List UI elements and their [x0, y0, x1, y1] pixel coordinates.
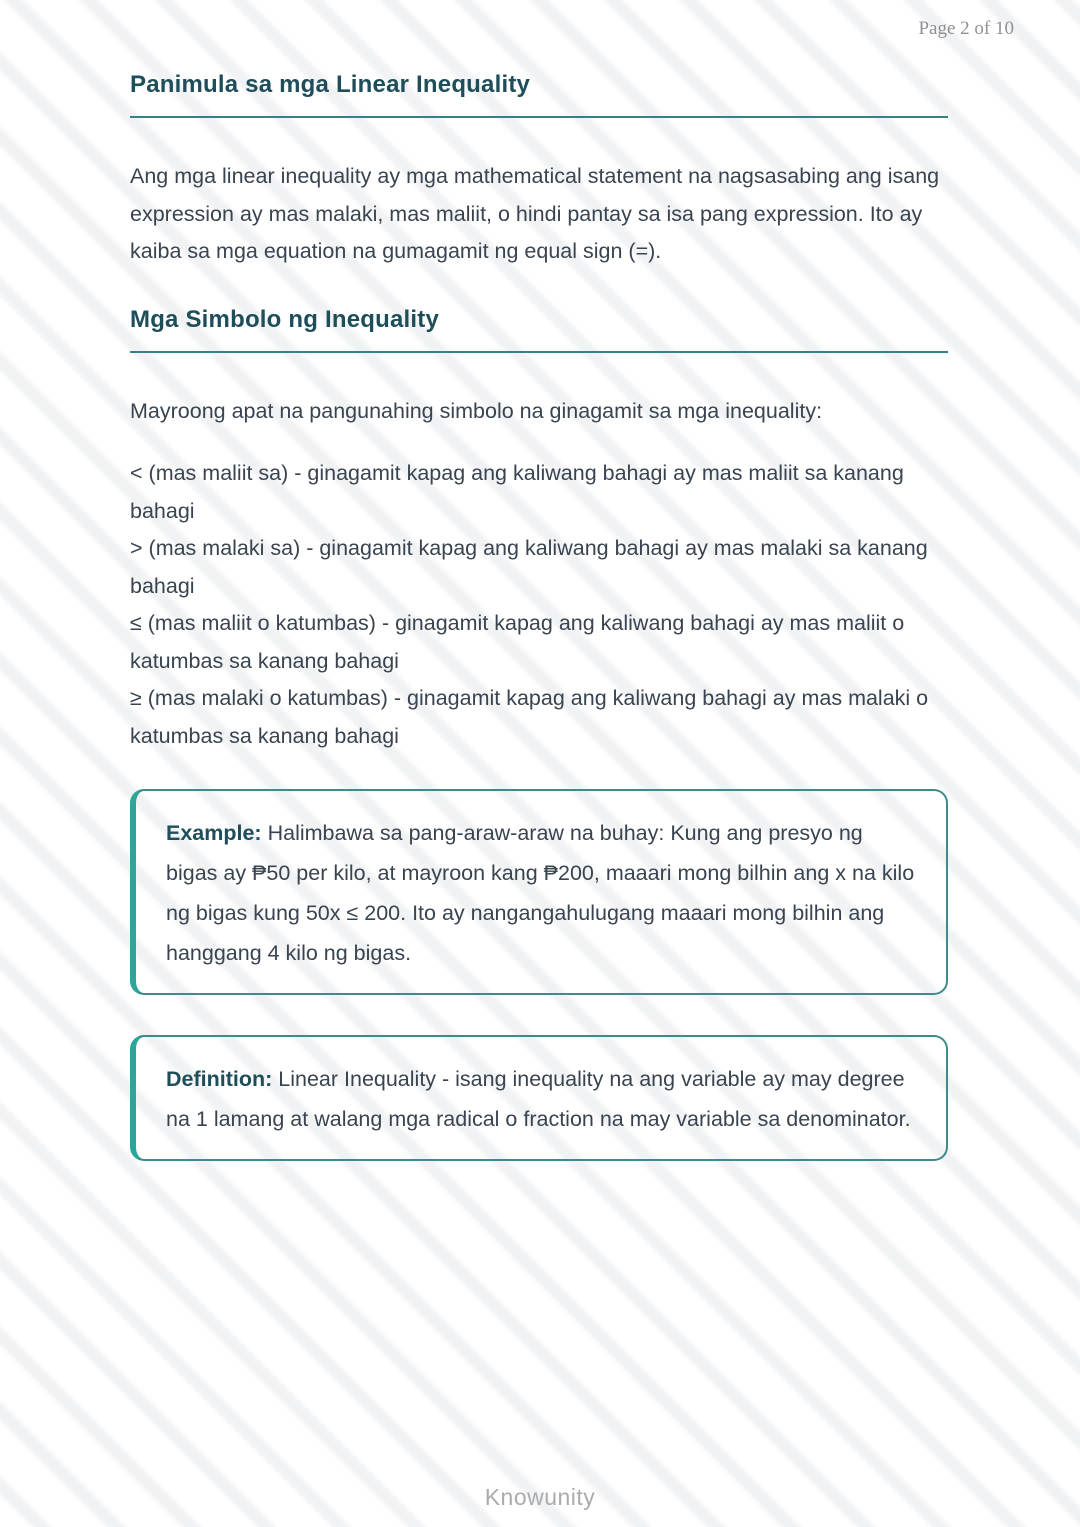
example-text [166, 813, 916, 973]
example-callout [130, 789, 948, 995]
definition-callout [130, 1035, 948, 1161]
section-heading-panimula: Panimula sa mga Linear Inequality [130, 70, 948, 118]
section-simbolo [130, 305, 948, 756]
paragraph-simbolo-intro: Mayroong apat na pangunahing simbolo na ginagamit sa mga inequality: [130, 398, 823, 423]
symbol-item-greater-than: > (mas malaki sa) - ginagamit kapag ang kaliwang bahagi ay mas malaki sa kanang bahagi [130, 536, 928, 598]
example-label: Example: [166, 821, 262, 845]
symbols-list [130, 455, 948, 755]
section-heading-simbolo: Mga Simbolo ng Inequality [130, 305, 948, 353]
paragraph-panimula: Ang mga linear inequality ay mga mathematical statement na nagsasabing ang isang expression ay mas malaki, mas maliit, o hindi pantay sa isa pang expression. Ito ay kaiba sa mga equation na gumagamit ng equal sign (=). [130, 164, 940, 263]
symbol-item-less-than: < (mas maliit sa) - ginagamit kapag ang kaliwang bahagi ay mas maliit sa kanang bahagi [130, 461, 904, 523]
definition-body: Linear Inequality - isang inequality na ang variable ay may degree na 1 lamang at walang mga radical o fraction na may variable sa denominator. [166, 1067, 911, 1131]
definition-label: Definition: [166, 1067, 273, 1091]
example-body: Halimbawa sa pang-araw-araw na buhay: Kung ang presyo ng bigas ay ₱50 per kilo, at mayroon kang ₱200, maaari mong bilhin ang x na kilo ng bigas kung 50x ≤ 200. Ito ay nangangahulugang maaari mong bilhin ang hanggang 4 kilo ng bigas. [166, 821, 915, 965]
symbol-item-less-equal: ≤ (mas maliit o katumbas) - ginagamit kapag ang kaliwang bahagi ay mas maliit o katumbas sa kanang bahagi [130, 611, 905, 673]
section-panimula [130, 70, 948, 271]
page-indicator: Page 2 of 10 [918, 18, 1014, 39]
symbol-item-greater-equal: ≥ (mas malaki o katumbas) - ginagamit kapag ang kaliwang bahagi ay mas malaki o katumbas sa kanang bahagi [130, 686, 929, 748]
definition-text [166, 1059, 916, 1139]
footer-brand: Knowunity [484, 1484, 596, 1510]
